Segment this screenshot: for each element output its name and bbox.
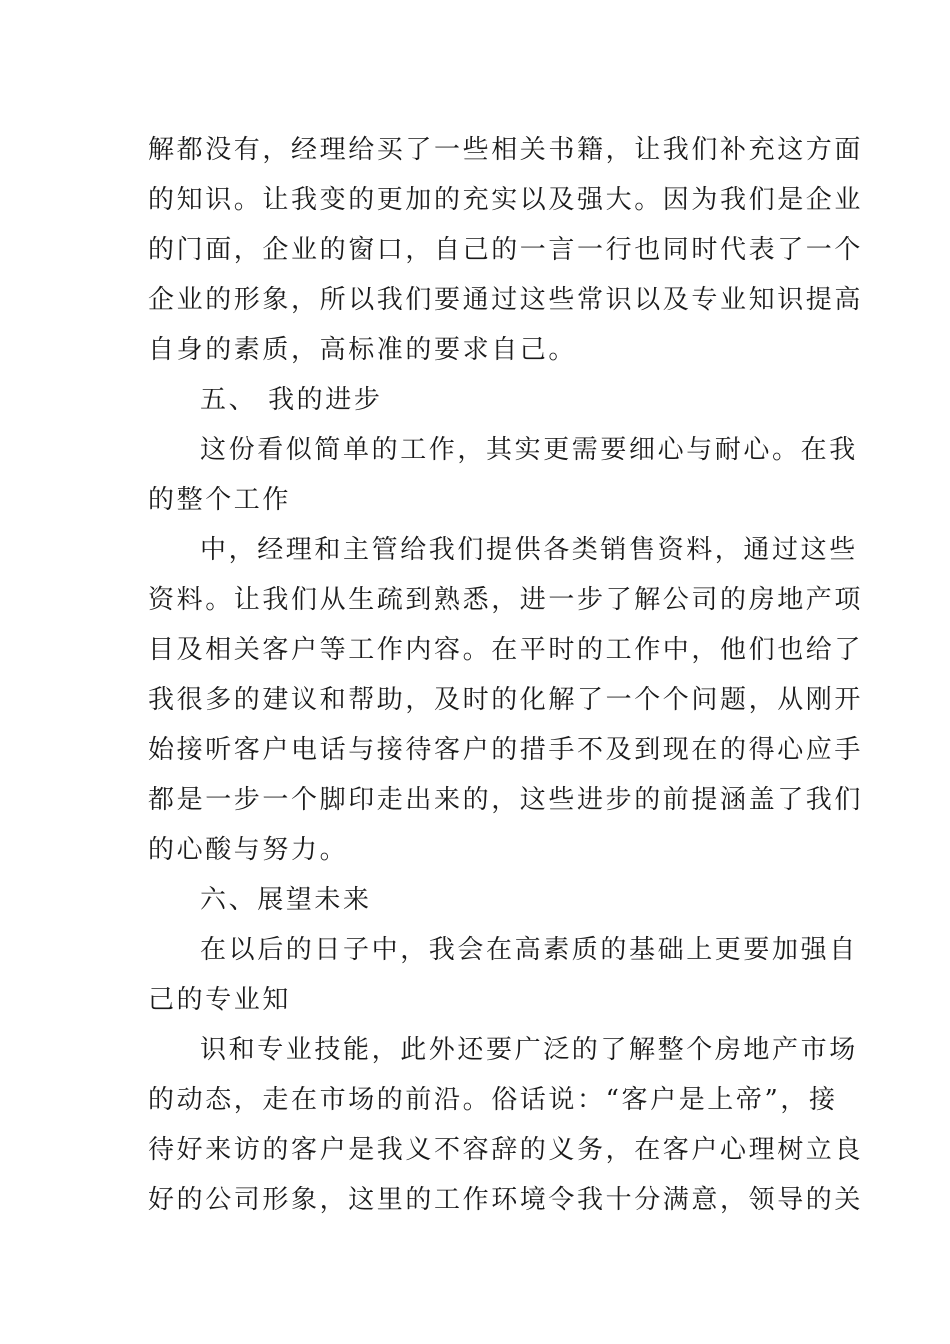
text-line: 自身的素质，高标准的要求自己。: [148, 335, 578, 365]
text-line: 的门面，企业的窗口，自己的一言一行也同时代表了一个: [148, 235, 864, 265]
text-line: 企业的形象，所以我们要通过这些常识以及专业知识提高: [148, 285, 864, 315]
text-line: 的知识。让我变的更加的充实以及强大。因为我们是企业: [148, 185, 864, 215]
text-line: 待好来访的客户是我义不容辞的义务，在客户心理树立良: [148, 1135, 864, 1165]
text-line: 始接听客户电话与接待客户的措手不及到现在的得心应手: [148, 735, 864, 765]
text-line: 的整个工作: [148, 485, 292, 515]
text-line: 在以后的日子中，我会在高素质的基础上更要加强自: [200, 935, 858, 965]
text-line: 的心酸与努力。: [148, 835, 349, 865]
text-line: 的动态，走在市场的前沿。俗话说：“客户是上帝”，接: [148, 1085, 838, 1115]
text-line: 这份看似简单的工作，其实更需要细心与耐心。在我: [200, 435, 858, 465]
section-heading: 五、 我的进步: [200, 385, 383, 415]
text-line: 目及相关客户等工作内容。在平时的工作中，他们也给了: [148, 635, 864, 665]
text-line: 识和专业技能，此外还要广泛的了解整个房地产市场: [200, 1035, 858, 1065]
text-line: 我很多的建议和帮助，及时的化解了一个个问题，从刚开: [148, 685, 864, 715]
text-line: 解都没有，经理给买了一些相关书籍，让我们补充这方面: [148, 135, 864, 165]
text-line: 己的专业知: [148, 985, 292, 1015]
text-line: 中，经理和主管给我们提供各类销售资料，通过这些: [200, 535, 858, 565]
text-line: 好的公司形象，这里的工作环境令我十分满意，领导的关: [148, 1185, 864, 1215]
section-heading: 六、展望未来: [200, 885, 372, 915]
text-line: 资料。让我们从生疏到熟悉，进一步了解公司的房地产项: [148, 585, 864, 615]
text-line: 都是一步一个脚印走出来的，这些进步的前提涵盖了我们: [148, 785, 864, 815]
